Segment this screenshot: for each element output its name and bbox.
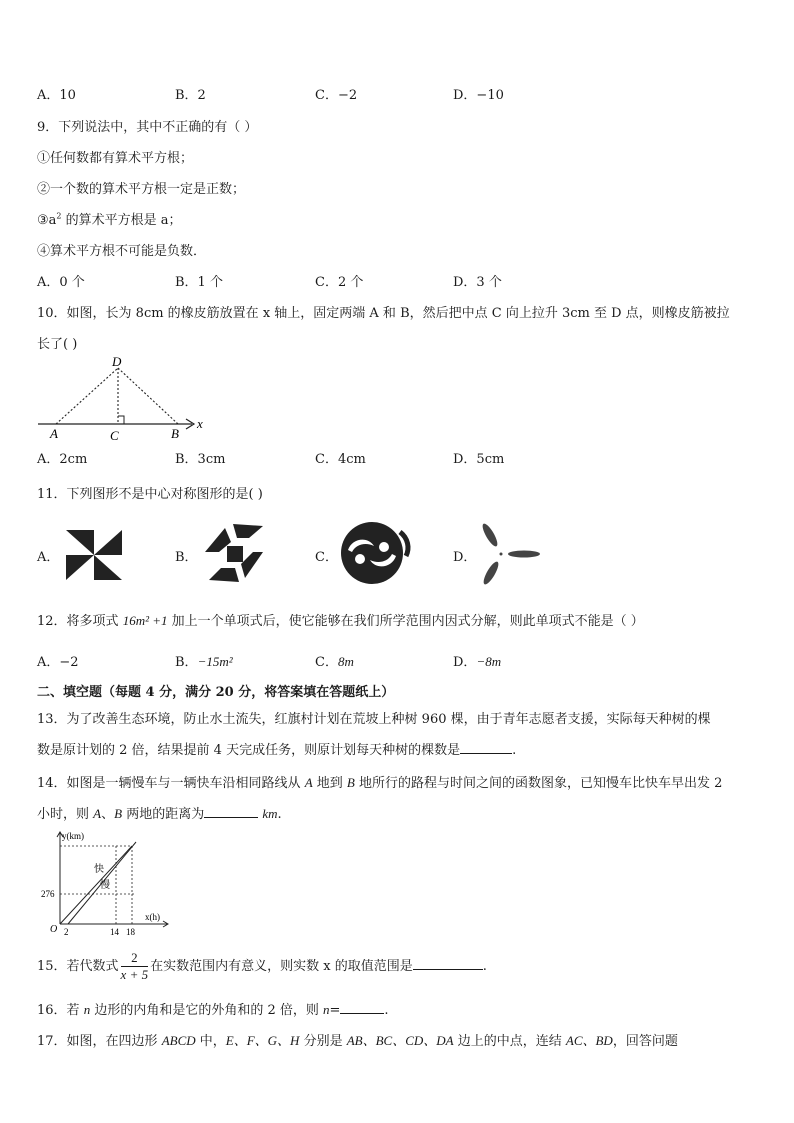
q12-option-b-label: B． — [175, 655, 198, 670]
q17-abcd: ABCD — [161, 1033, 196, 1048]
q10-figure — [30, 352, 220, 444]
q15-text-a: 15．若代数式 — [37, 959, 119, 974]
q14-end: . — [277, 807, 282, 822]
q10-option-c: C．4cm — [315, 452, 366, 467]
q8-option-b: B．2 — [175, 88, 206, 103]
q14-line1-a: 14．如图是一辆慢车与一辆快车沿相同路线从 — [37, 776, 305, 791]
q15-text-b: 在实数范围内有意义，则实数 x 的取值范围是 — [150, 959, 413, 974]
q17-text-a: 17．如图，在四边形 — [37, 1034, 162, 1049]
q17-text-d: 边上的中点，连结 — [453, 1034, 566, 1049]
q11-stem: 11．下列图形不是中心对称图形的是( ) — [37, 487, 263, 502]
q14-point-b-2: B — [114, 806, 123, 821]
q8-option-a: A．10 — [37, 88, 76, 103]
label-d: D — [112, 354, 122, 369]
q12-stem-part-a: 12．将多项式 — [37, 614, 123, 629]
q15-denominator: x + 5 — [120, 967, 149, 982]
q16-n: n — [83, 1002, 91, 1017]
q12-option-d — [453, 651, 501, 670]
q14-unit: km — [262, 806, 278, 821]
q16-text-a: 16．若 — [37, 1003, 84, 1018]
q11-label-c: C． — [315, 550, 338, 565]
q12-option-c-math: 8m — [337, 654, 354, 669]
q16-n2: n — [323, 1002, 330, 1017]
label-c: C — [110, 428, 119, 443]
q15-line — [37, 950, 487, 983]
q14-line1 — [37, 772, 722, 791]
q12-option-d-math: −8m — [476, 654, 502, 669]
q9-option-a: A．0 个 — [37, 275, 85, 290]
q13-line2-text: 数是原计划的 2 倍，结果提前 4 天完成任务，则原计划每天种树的棵数是 — [37, 743, 461, 758]
q9-statement-1: ①任何数都有算术平方根； — [37, 151, 194, 166]
q10-stem-line2: 长了( ) — [37, 337, 78, 352]
q17-line — [37, 1030, 678, 1049]
q12-option-b — [175, 651, 233, 670]
q14-slow-label: 慢 — [100, 880, 110, 891]
q16-line — [37, 999, 389, 1018]
q14-line1-c: 地所行的路程与时间之间的函数图象，已知慢车比快车早出发 2 — [354, 776, 723, 791]
label-x: x — [197, 416, 203, 431]
q11-label-a: A． — [37, 550, 60, 565]
q17-text-c: 分别是 — [299, 1034, 347, 1049]
q12-stem-part-b: 加上一个单项式后，使它能够在我们所学范围内因式分解，则此单项式不能是（ ） — [167, 614, 644, 629]
right-angle-mark — [118, 416, 124, 424]
q13-line1: 13．为了改善生态环境，防止水土流失，红旗村计划在荒坡上种树 960 棵，由于青年志愿者支援，实际每天种树的棵 — [37, 712, 711, 727]
q14-graph — [41, 828, 174, 938]
q12-option-a: A．−2 — [37, 655, 79, 670]
q14-line2 — [37, 803, 282, 822]
q11-figure-c-circle — [338, 520, 410, 586]
q11-label-b: B． — [175, 550, 198, 565]
q17-text-e: ，回答问题 — [612, 1034, 678, 1049]
q11-figure-d-propeller — [474, 518, 546, 590]
q14-x14: 14 — [110, 927, 119, 937]
q9-option-b: B．1 个 — [175, 275, 223, 290]
q11-label-d: D． — [453, 550, 477, 565]
q14-origin: O — [50, 924, 58, 935]
segment-ad — [56, 368, 118, 424]
q9-s3-part-a: ③a — [37, 213, 57, 228]
q15-answer-blank[interactable] — [413, 957, 483, 970]
q16-equals: = — [329, 1003, 341, 1018]
q10-option-a: A．2cm — [37, 452, 88, 467]
q17-sides: AB、BC、CD、DA — [346, 1033, 454, 1048]
q12-option-c-label: C． — [315, 655, 338, 670]
q16-end: . — [384, 1003, 389, 1018]
q11-figure-b-tangram — [197, 522, 273, 584]
q9-stem: 9．下列说法中，其中不正确的有（ ） — [37, 120, 258, 135]
q14-x2: 2 — [64, 927, 69, 937]
q8-option-d: D．−10 — [453, 88, 504, 103]
q9-option-c: C．2 个 — [315, 275, 364, 290]
q13-line2 — [37, 739, 516, 758]
q13-end: . — [512, 743, 517, 758]
q9-s3-sup: 2 — [56, 211, 62, 221]
section-2-heading: 二、填空题（每题 4 分，满分 20 分，将答案填在答题纸上） — [37, 685, 395, 700]
q14-answer-blank[interactable] — [204, 805, 258, 818]
q9-statement-4: ④算术平方根不可能是负数． — [37, 244, 207, 259]
q16-answer-blank[interactable] — [340, 1001, 384, 1014]
q15-fraction — [121, 950, 149, 983]
q14-y276: 276 — [41, 889, 55, 899]
q14-x18: 18 — [126, 927, 135, 937]
q17-efgh: E、F、G、H — [225, 1033, 300, 1048]
q11-figure-a-pinwheel — [62, 528, 126, 582]
q12-option-d-label: D． — [453, 655, 477, 670]
q16-text-b: 边形的内角和是它的外角和的 2 倍，则 — [90, 1003, 323, 1018]
q17-text-b: 中， — [195, 1034, 226, 1049]
label-b: B — [171, 426, 179, 441]
q10-option-b: B．3cm — [175, 452, 226, 467]
q14-slow-line — [60, 846, 132, 924]
q14-point-b: B — [346, 775, 355, 790]
q10-option-d: D．5cm — [453, 452, 505, 467]
q14-line2-a: 小时，则 — [37, 807, 94, 822]
q9-statement-2: ②一个数的算术平方根一定是正数； — [37, 182, 246, 197]
label-a: A — [50, 426, 58, 441]
q8-option-c: C．−2 — [315, 88, 358, 103]
q12-stem — [37, 610, 644, 629]
q14-xlabel: x(h) — [145, 912, 160, 922]
q15-numerator: 2 — [121, 950, 149, 967]
q14-ylabel: y(km) — [62, 831, 84, 841]
q14-line1-b: 地到 — [312, 776, 347, 791]
q14-line2-c: 两地的距离为 — [122, 807, 205, 822]
q13-answer-blank[interactable] — [460, 741, 512, 754]
q14-point-a-2: A — [93, 806, 102, 821]
q12-polynomial: 16m² +1 — [122, 613, 168, 628]
q9-statement-3 — [37, 209, 182, 228]
q12-option-c — [315, 651, 354, 670]
segment-db — [118, 368, 178, 424]
q15-end: . — [482, 959, 487, 974]
q9-s3-part-b: 的算术平方根是 a； — [61, 213, 182, 228]
q9-option-d: D．3 个 — [453, 275, 502, 290]
q10-stem-line1: 10．如图，长为 8cm 的橡皮筋放置在 x 轴上，固定两端 A 和 B，然后把中点 C 向上拉升 3cm 至 D 点，则橡皮筋被拉 — [37, 306, 730, 321]
q12-option-b-math: −15m² — [197, 654, 233, 669]
q14-point-a: A — [304, 775, 313, 790]
q14-line2-b: 、 — [101, 807, 115, 822]
q17-diagonals: AC、BD — [565, 1033, 613, 1048]
q14-fast-label: 快 — [94, 864, 104, 875]
